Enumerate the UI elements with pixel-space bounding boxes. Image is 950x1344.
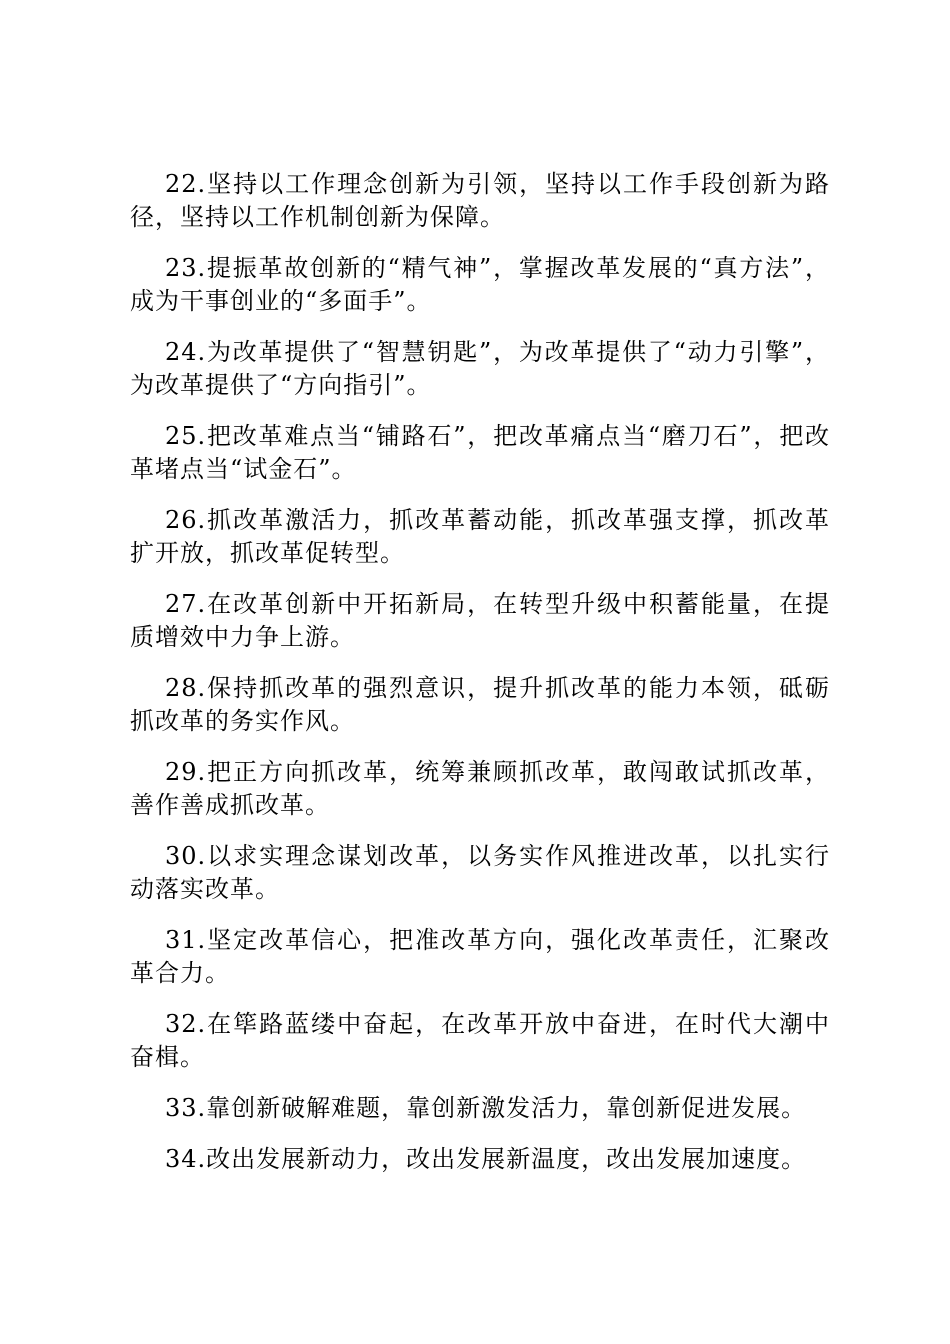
list-item: 28.保持抓改革的强烈意识，提升抓改革的能力本领，砥砺抓改革的务实作风。 (130, 674, 830, 735)
list-item: 23.提振革故创新的“精气神”，掌握改革发展的“真方法”，成为干事创业的“多面手”。 (130, 254, 830, 315)
list-item: 24.为改革提供了“智慧钥匙”，为改革提供了“动力引擎”，为改革提供了“方向指引”。 (130, 338, 830, 399)
list-item: 26.抓改革激活力，抓改革蓄动能，抓改革强支撑，抓改革扩开放，抓改革促转型。 (130, 506, 830, 567)
list-item: 29.把正方向抓改革，统筹兼顾抓改革，敢闯敢试抓改革，善作善成抓改革。 (130, 758, 830, 819)
list-item: 27.在改革创新中开拓新局，在转型升级中积蓄能量，在提质增效中力争上游。 (130, 590, 830, 651)
document-page (130, 168, 830, 1194)
list-item: 22.坚持以工作理念创新为引领，坚持以工作手段创新为路径，坚持以工作机制创新为保障。 (130, 170, 830, 231)
list-item: 30.以求实理念谋划改革，以务实作风推进改革，以扎实行动落实改革。 (130, 842, 830, 903)
list-item: 34.改出发展新动力，改出发展新温度，改出发展加速度。 (165, 1145, 807, 1173)
list-item: 25.把改革难点当“铺路石”，把改革痛点当“磨刀石”，把改革堵点当“试金石”。 (130, 422, 830, 483)
list-item: 31.坚定改革信心，把准改革方向，强化改革责任，汇聚改革合力。 (130, 926, 830, 987)
list-item: 32.在筚路蓝缕中奋起，在改革开放中奋进，在时代大潮中奋楫。 (130, 1010, 830, 1071)
list-item: 33.靠创新破解难题，靠创新激发活力，靠创新促进发展。 (165, 1094, 807, 1122)
